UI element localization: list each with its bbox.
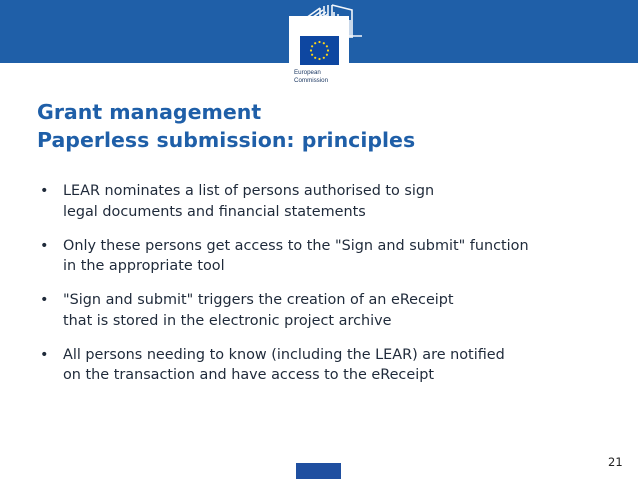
bullet-line: • LEAR nominates a list of persons authorised to sign bbox=[63, 183, 435, 199]
bullet-line: • "Sign and submit" triggers the creation of an eReceipt bbox=[63, 292, 454, 308]
bullet-list bbox=[40, 181, 620, 399]
slide-title bbox=[37, 98, 415, 154]
bullet-line: legal documents and financial statements bbox=[63, 203, 366, 220]
logo-caption bbox=[294, 69, 328, 85]
bullet-line: • Only these persons get access to the "Sign and submit" function bbox=[63, 237, 529, 254]
logo-caption-line2: Commission bbox=[294, 77, 329, 84]
bullet-line: • All persons needing to know (including the LEAR) are notified bbox=[63, 346, 505, 363]
bullet-item bbox=[40, 181, 620, 222]
bullet-line: in the appropriate tool bbox=[63, 258, 225, 274]
bullet-item bbox=[40, 236, 620, 277]
logo-caption-line1: European bbox=[294, 69, 321, 76]
bullet-line: on the transaction and have access to the eReceipt bbox=[63, 367, 434, 383]
slide-title-line1: Grant management bbox=[37, 100, 262, 124]
slide-title-line2: Paperless submission: principles bbox=[37, 128, 416, 152]
footer-flag-icon bbox=[296, 463, 341, 479]
eu-flag-icon bbox=[300, 36, 339, 65]
bullet-line: that is stored in the electronic project archive bbox=[63, 312, 392, 329]
bullet-item bbox=[40, 290, 620, 331]
bullet-item bbox=[40, 345, 620, 386]
page-number: 21 bbox=[608, 455, 623, 469]
